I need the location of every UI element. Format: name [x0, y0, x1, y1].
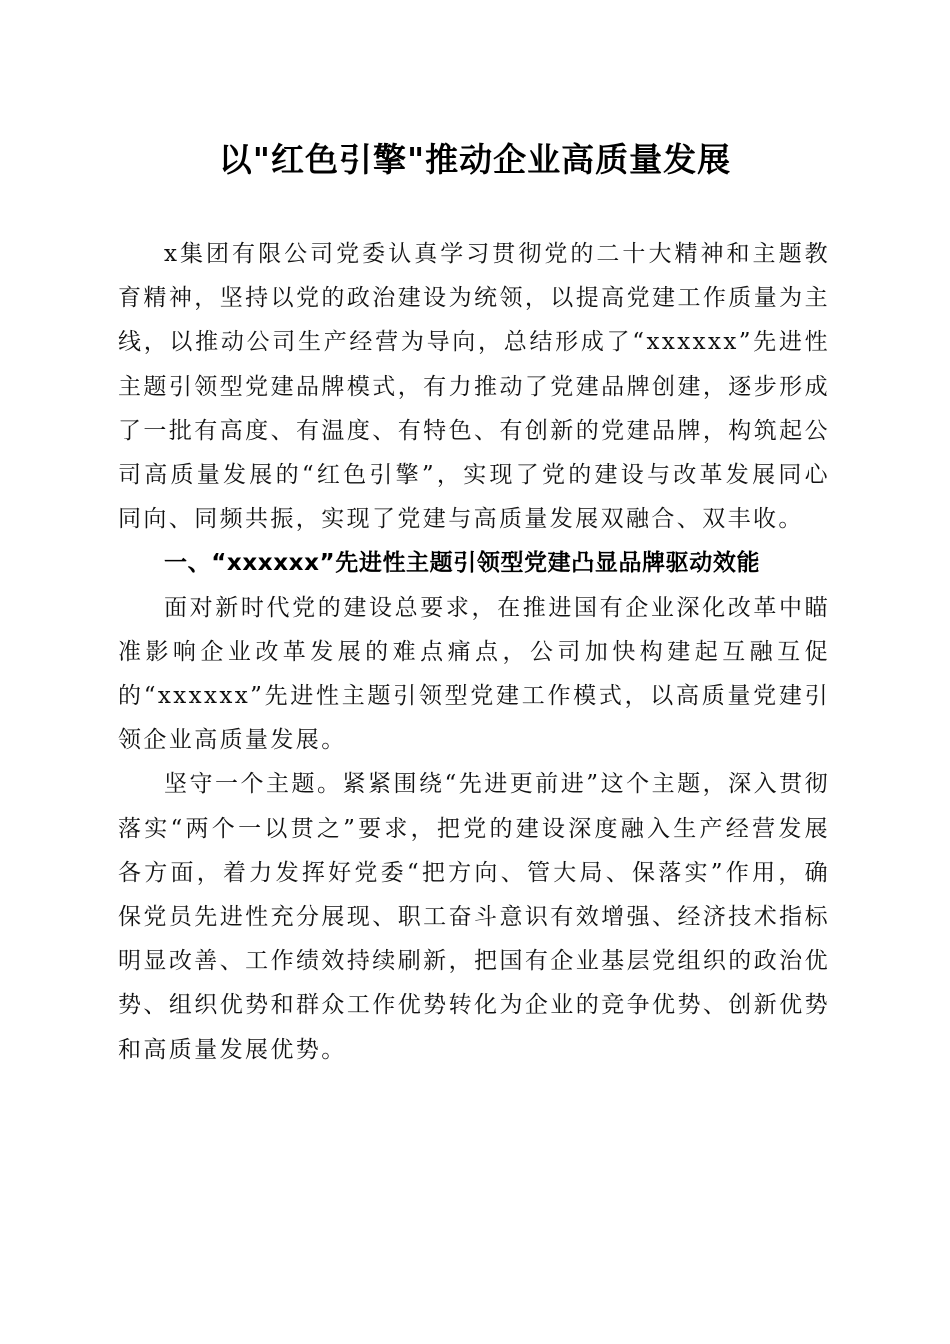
intro-paragraph: x集团有限公司党委认真学习贯彻党的二十大精神和主题教育精神，坚持以党的政治建设为统领，以提高党建工作质量为主线，以推动公司生产经营为导向，总结形成了“xxxxxx”先进性主题引领型党建品牌模式，有力推动了党建品牌创建，逐步形成了一批有高度、有温度、有特色、有创新的党建品牌，构筑起公司高质量发展的“红色引擎”，实现了党的建设与改革发展同心同向、同频共振，实现了党建与高质量发展双融合、双丰收。	[118, 241, 830, 533]
document-title: 以"红色引擎"推动企业高质量发展	[218, 140, 732, 179]
section-1-paragraph-1: 面对新时代党的建设总要求，在推进国有企业深化改革中瞄准影响企业改革发展的难点痛点，公司加快构建起互融互促的“xxxxxx”先进性主题引领型党建工作模式，以高质量党建引领企业高质量发展。	[118, 594, 830, 754]
section-1-paragraph-2: 坚守一个主题。紧紧围绕“先进更前进”这个主题，深入贯彻落实“两个一以贯之”要求，把党的建设深度融入生产经营发展各方面，着力发挥好党委“把方向、管大局、保落实”作用，确保党员先进性充分展现、职工奋斗意识有效增强、经济技术指标明显改善、工作绩效持续刷新，把国有企业基层党组织的政治优势、组织优势和群众工作优势转化为企业的竞争优势、创新优势和高质量发展优势。	[118, 771, 830, 1063]
section-heading-1: 一、“xxxxxx”先进性主题引领型党建凸显品牌驱动效能	[164, 550, 761, 577]
document-body	[118, 232, 830, 1072]
